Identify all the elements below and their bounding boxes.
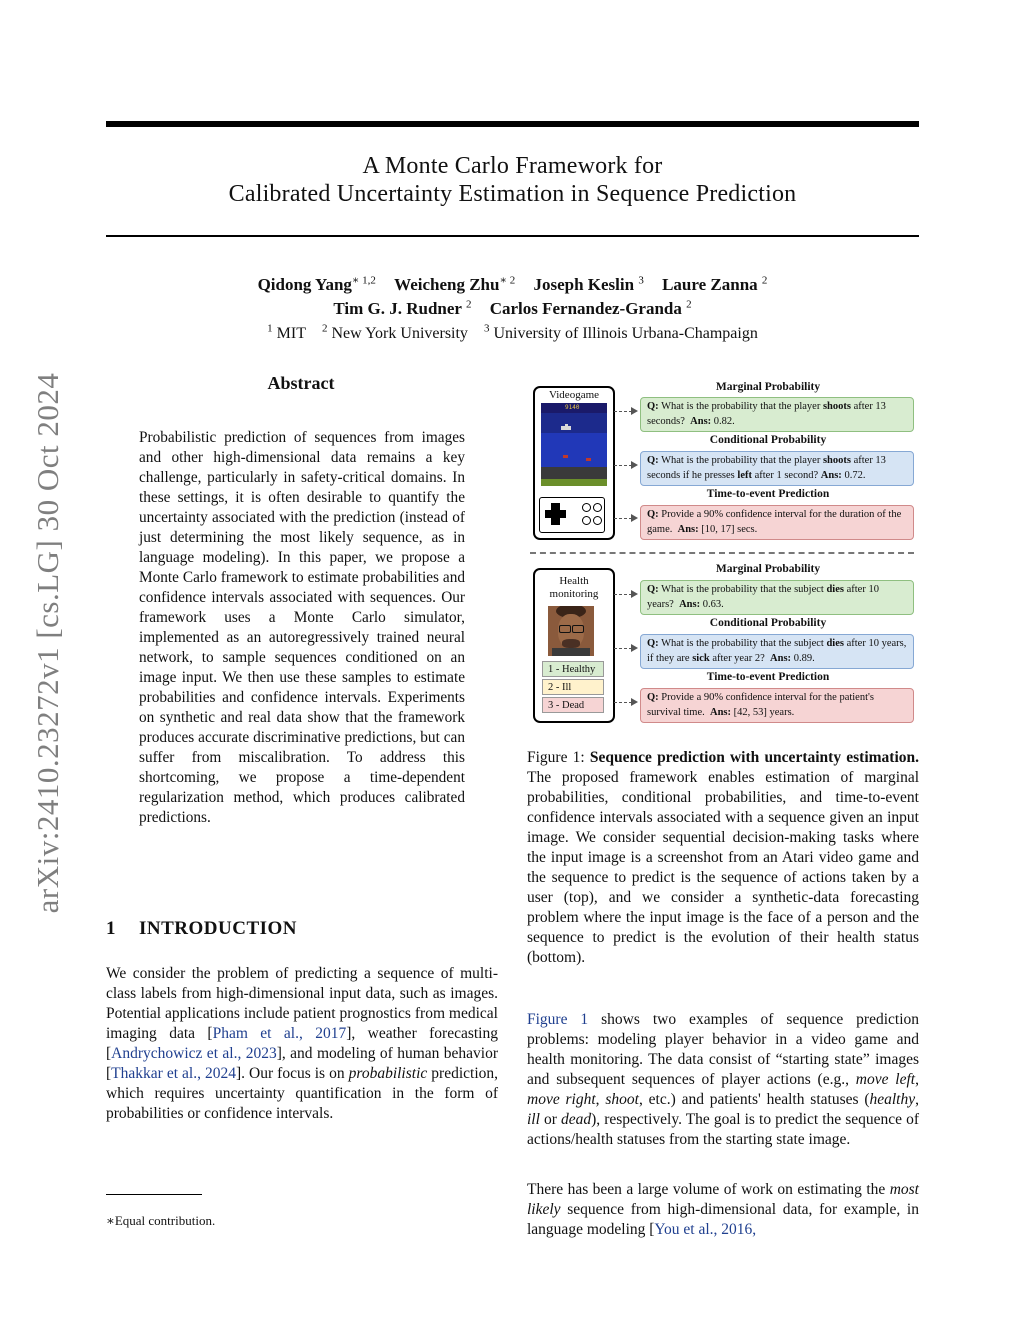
abstract-body: Probabilistic prediction of sequences from images and other high-dimensional data remains a key challenge, particularly in safety-critical domains. In these settings, it is often desirable to quantify the uncertainty associated with the prediction (instead of just determining the most likely sequence, as in language modeling). In this paper, we propose a Monte Carlo framework to estimate probabilities and confidence intervals associated with sequences. Our framework uses a Monte Carlo simulator, implemented as an autoregressively trained neural network, to sample sequences conditioned on an image input. We then use these samples to estimate probabilities and confidence intervals. Experiments on synthetic and real data show that the framework produces accurate discriminative predictions, but can suffer from miscalibration. To address this shortcoming, we propose a time-dependent regularization method, which produces calibrated predictions.	[139, 429, 465, 826]
footnote-rule	[106, 1194, 202, 1195]
arrow	[614, 411, 632, 412]
game-score: 9140	[565, 404, 580, 411]
abstract-heading: Abstract	[267, 373, 335, 393]
author: Laure Zanna $^2$	[662, 274, 768, 294]
arrow	[614, 465, 632, 466]
arrow	[614, 648, 632, 649]
question-box: Q: What is the probability that the subject dies after 10 years? Ans: 0.63.	[640, 580, 914, 615]
tte-heading-bottom: Time-to-event Prediction	[706, 671, 830, 683]
face-image	[548, 606, 594, 656]
question-box: Q: What is the probability that the player shoots after 13 seconds? Ans: 0.82.	[640, 397, 914, 432]
conditional-heading-top: Conditional Probability	[709, 434, 827, 446]
affiliation: $^3$ University of Illinois Urbana-Champaign	[483, 323, 758, 343]
figure-divider	[530, 552, 914, 554]
tte-heading-top: Time-to-event Prediction	[706, 488, 830, 500]
status-ill: 2 - Ill	[542, 679, 604, 695]
status-dead: 3 - Dead	[542, 697, 604, 713]
top-rule	[106, 121, 919, 127]
author: Joseph Keslin $^3$	[533, 274, 644, 294]
author: Tim G. J. Rudner $^2$	[333, 298, 472, 319]
section-heading: 1 INTRODUCTION	[106, 918, 298, 939]
videogame-label: Videogame	[548, 389, 600, 401]
arrow	[614, 518, 632, 519]
citation-link[interactable]: Pham et al., 2017	[212, 1025, 347, 1042]
question-box: Q: Provide a 90% confidence interval for the duration of the game. Ans: [10, 17] secs.	[640, 505, 914, 540]
question-box: Q: What is the probability that the subject dies after 10 years, if they are sick after year 2? Ans: 0.89.	[640, 634, 914, 669]
right-paragraph-1: Figure 1 shows two examples of sequence prediction problems: modeling player behavior in a video game and health monitoring. The data consist of “starting state” images and subsequent sequences of player actions (e.g., move left, move right, shoot, etc.) and patients' health statuses (healthy, ill or dead), respectively. The goal is to predict the sequence of actions/health statuses from the starting state image.	[527, 1011, 920, 1148]
figure-ref-link[interactable]: Figure 1	[527, 1011, 589, 1028]
status-healthy: 1 - Healthy	[542, 661, 604, 677]
author: Carlos Fernandez-Granda $^2$	[489, 298, 692, 319]
citation-link[interactable]: Andrychowicz et al., 2023	[111, 1045, 277, 1062]
affiliations	[106, 323, 919, 343]
intro-paragraph: We consider the problem of predicting a sequence of multi-class labels from high-dimensional input data, such as images. Potential applications include patient prognostics from medical imaging data [Pham et al., 2017], weather forecasting [Andrychowicz et al., 2023], and modeling of human behavior [Thakkar et al., 2024]. Our focus is on probabilistic prediction, which requires uncertainty quantification in the form of probabilities or confidence intervals.	[106, 965, 498, 1122]
citation-link[interactable]: You et al., 2016	[654, 1221, 753, 1238]
footnote: ∗Equal contribution.	[106, 1213, 216, 1228]
author: Weicheng Zhu$^{∗ 2}$	[394, 274, 516, 294]
affiliation: $^2$ New York University	[321, 323, 468, 343]
affiliation: $^1$ MIT	[267, 323, 306, 343]
arrow	[614, 594, 632, 595]
game-screenshot	[541, 403, 607, 486]
gamepad-icon	[539, 497, 605, 533]
citation-link[interactable]: Thakkar et al., 2024	[111, 1065, 236, 1082]
figure-caption: Figure 1: Sequence prediction with uncertainty estimation. The proposed framework enables estimation of marginal probabilities, conditional probabilities, and time-to-event confidence intervals associated with a sequence given an input image. We consider sequential decision-making tasks where the input image is a screenshot from an Atari video game and the sequence to predict is the sequence of actions taken by a user (top), and we consider a synthetic-data forecasting problem where the input image is the face of a person and the sequence to predict is the evolution of their health status (bottom).	[527, 749, 919, 966]
title-line-2: Calibrated Uncertainty Estimation in Sequence Prediction	[228, 181, 797, 207]
author-list	[106, 270, 919, 319]
conditional-heading-bottom: Conditional Probability	[709, 617, 827, 629]
arrow	[614, 702, 632, 703]
title-line-1: A Monte Carlo Framework for	[362, 153, 663, 179]
paper-title	[106, 152, 919, 208]
question-box: Q: Provide a 90% confidence interval for the patient's survival time. Ans: [42, 53] years.	[640, 688, 914, 723]
marginal-heading-bottom: Marginal Probability	[715, 563, 821, 575]
question-box: Q: What is the probability that the player shoots after 13 seconds if he presses left after 1 second? Ans: 0.72.	[640, 451, 914, 486]
author: Qidong Yang$^{∗ 1,2}$	[257, 274, 376, 294]
right-paragraph-2: There has been a large volume of work on estimating the most likely sequence from high-dimensional data, for example, in language modeling [You et al., 2016,	[527, 1181, 919, 1238]
health-label: Health monitoring	[549, 575, 599, 600]
arxiv-stamp[interactable]: arXiv:2410.23272v1 [cs.LG] 30 Oct 2024	[30, 372, 65, 914]
title-rule	[106, 235, 919, 237]
marginal-heading-top: Marginal Probability	[715, 381, 821, 393]
